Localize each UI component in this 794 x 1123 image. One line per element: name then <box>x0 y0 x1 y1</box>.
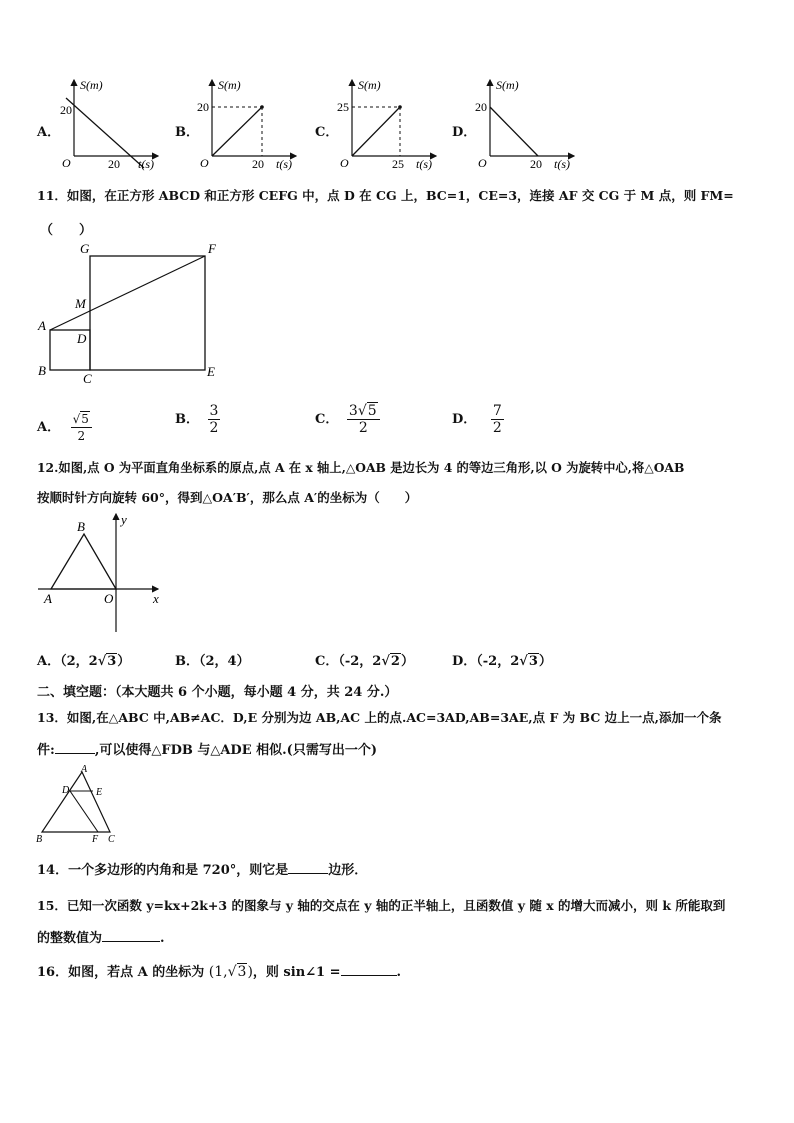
q10-option-d-letter: D． <box>452 125 477 140</box>
svg-text:G: G <box>80 241 90 256</box>
q12-option-b: B．（2，4） <box>175 654 250 669</box>
q11-text-line2: （ ） <box>40 223 93 238</box>
svg-text:A: A <box>38 318 46 333</box>
square-cefg <box>90 256 205 370</box>
svg-text:25: 25 <box>392 157 404 171</box>
graph-line <box>352 107 400 156</box>
triangle-abc <box>42 772 110 832</box>
q10-option-a-letter: A． <box>37 125 61 140</box>
graph-line <box>212 107 262 156</box>
svg-text:y: y <box>121 512 127 527</box>
svg-text:x: x <box>153 591 159 606</box>
x-axis-label: t(s) <box>138 157 154 171</box>
y-tick-label: 20 <box>60 103 72 117</box>
q10-graph-d <box>474 76 580 174</box>
q10-graph-c <box>336 76 442 174</box>
svg-text:B: B <box>77 519 85 534</box>
q10-graph-b <box>196 76 302 174</box>
q15-text-line2: 的整数值为 . <box>37 931 165 946</box>
svg-text:A: A <box>44 591 52 606</box>
svg-text:t(s): t(s) <box>416 157 432 171</box>
svg-text:25: 25 <box>337 100 349 114</box>
y-axis-label: S(m) <box>80 78 103 92</box>
q12-option-c: C．（-2，2√2） <box>315 654 414 669</box>
q10-graph-a <box>58 76 164 174</box>
q16-answer-blank[interactable] <box>341 975 397 976</box>
segment-af <box>50 256 205 330</box>
graph-line <box>490 107 538 156</box>
svg-text:A: A <box>81 764 88 775</box>
svg-text:C: C <box>83 371 92 386</box>
q11-option-c: C． $\frac{3√5}{2}$ <box>315 403 380 436</box>
svg-text:O: O <box>200 156 209 170</box>
q15-text-line1: 15．已知一次函数 y=kx+2k+3 的图象与 y 轴的交点在 y 轴的正半轴上，且函数值 y 随 x 的增大而减小，则 k 所能取到 <box>37 898 726 913</box>
svg-text:O: O <box>478 156 487 170</box>
svg-text:S(m): S(m) <box>358 78 381 92</box>
q13-figure <box>34 762 124 846</box>
x-tick-label: 20 <box>108 157 120 171</box>
svg-text:S(m): S(m) <box>496 78 519 92</box>
svg-text:O: O <box>340 156 349 170</box>
svg-text:D: D <box>77 331 87 346</box>
section-fill-in-title: 二、填空题：（本大题共 6 个小题，每小题 4 分，共 24 分.） <box>37 685 398 700</box>
svg-text:20: 20 <box>197 100 209 114</box>
q12-figure <box>34 510 164 636</box>
svg-text:t(s): t(s) <box>276 157 292 171</box>
svg-text:20: 20 <box>530 157 542 171</box>
q13-text-line2: 件: ,可以使得△FDB 与△ADE 相似.(只需写出一个) <box>37 743 377 758</box>
q14-text: 14．一个多边形的内角和是 720°，则它是 边形． <box>37 863 368 878</box>
q12-option-a: A．（2，2√3） <box>37 654 131 669</box>
q15-answer-blank[interactable] <box>102 941 160 942</box>
svg-text:D: D <box>62 785 70 796</box>
q12-option-d: D．（-2，2√3） <box>452 654 552 669</box>
svg-text:20: 20 <box>475 100 487 114</box>
q11-figure <box>30 238 230 386</box>
q10-option-b-letter: B． <box>175 125 199 140</box>
q14-answer-blank[interactable] <box>288 873 328 874</box>
q13-answer-blank[interactable] <box>55 753 95 754</box>
q13-text-line1: 13．如图,在△ABC 中,AB≠AC．D,E 分别为边 AB,AC 上的点.AC=3AD,AB=3AE,点 F 为 BC 边上一点,添加一个条 <box>37 710 722 725</box>
triangle-oab <box>51 534 116 589</box>
svg-text:E: E <box>96 787 103 798</box>
q11-option-b: B． $\frac{3}{2}$ <box>175 403 219 436</box>
svg-text:F: F <box>92 834 99 845</box>
graph-line <box>66 98 144 168</box>
origin-label: O <box>62 156 71 170</box>
q12-text-line1: 12.如图,点 O 为平面直角坐标系的原点,点 A 在 x 轴上,△OAB 是边长为 4 的等边三角形,以 O 为旋转中心,将△OAB <box>37 460 685 475</box>
svg-text:B: B <box>38 363 46 378</box>
svg-text:S(m): S(m) <box>218 78 241 92</box>
svg-text:M: M <box>75 296 86 311</box>
svg-text:t(s): t(s) <box>554 157 570 171</box>
q11-text-line1: 11．如图，在正方形 ABCD 和正方形 CEFG 中，点 D 在 CG 上，BC=1，CE=3，连接 AF 交 CG 于 M 点，则 FM= <box>37 188 734 203</box>
svg-text:F: F <box>208 241 216 256</box>
svg-text:E: E <box>207 364 215 379</box>
svg-text:C: C <box>108 834 115 845</box>
svg-text:O: O <box>104 591 114 606</box>
svg-text:B: B <box>36 834 43 845</box>
q16-text: 16．如图，若点 A 的坐标为 (1,√3)，则 sin∠1 = . <box>37 964 402 980</box>
q10-option-c-letter: C． <box>315 125 339 140</box>
q11-option-a: A． $\frac{√5}{2}$ <box>37 411 92 444</box>
q12-text-line2: 按顺时针方向旋转 60°，得到△OA′B′，那么点 A′的坐标为（ ） <box>37 490 418 505</box>
svg-text:20: 20 <box>252 157 264 171</box>
q11-option-d: D． $\frac{7}{2}$ <box>452 403 502 436</box>
